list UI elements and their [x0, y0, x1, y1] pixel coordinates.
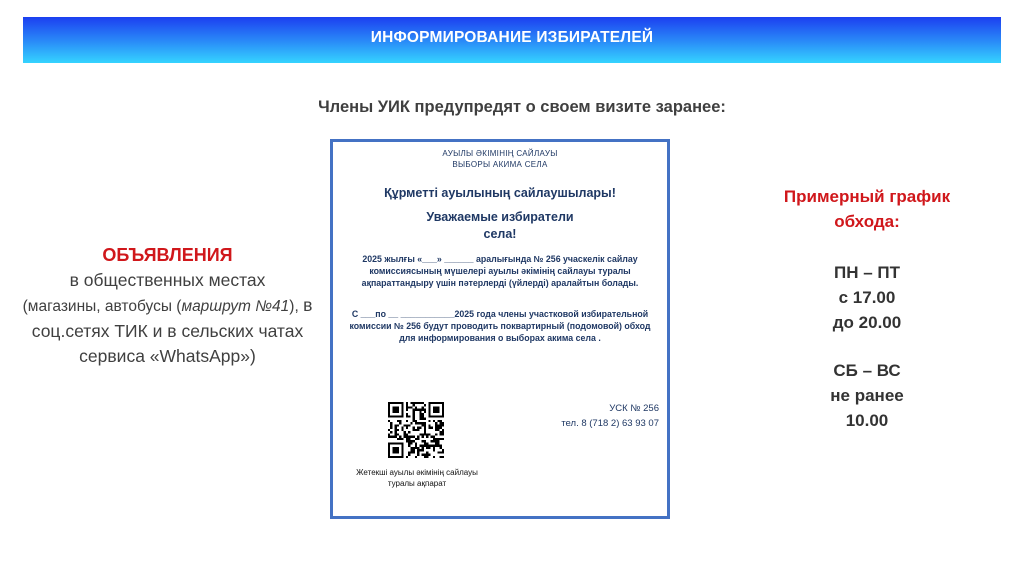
notice-header — [333, 148, 667, 170]
notice-header-ru: ВЫБОРЫ АКИМА СЕЛА — [452, 160, 548, 169]
schedule-weekend: СБ – ВС — [833, 361, 901, 380]
notice-greeting-ru-2: села! — [483, 227, 517, 241]
schedule-title-1: Примерный график — [783, 187, 951, 206]
announcements-route: маршрут №41 — [181, 298, 290, 315]
notice-contact — [561, 401, 659, 431]
notice-leaflet — [330, 139, 670, 519]
subtitle: Члены УИК предупредят о своем визите заранее: — [318, 98, 726, 116]
schedule-weekdays-to: до 20.00 — [832, 313, 902, 332]
usk-number: УСК № 256 — [609, 403, 659, 414]
notice-footer — [333, 398, 667, 518]
phone-number: тел. 8 (718 2) 63 93 07 — [561, 418, 659, 429]
notice-greeting-kz: Құрметті ауылының сайлаушылары! — [384, 186, 616, 200]
notice-header-kz: АУЫЛЫ ӘКІМІНІҢ САЙЛАУЫ — [442, 149, 558, 158]
schedule-weekdays: ПН – ПТ — [834, 263, 900, 282]
qr-caption: Жетекші ауылы әкімінің сайлауы туралы ақпарат — [356, 468, 478, 488]
announcements-note-b: ), — [289, 298, 304, 315]
notice-greeting-ru-1: Уважаемые избиратели — [426, 210, 574, 224]
announcements-line-1: в общественных местах — [69, 270, 266, 290]
header-banner — [23, 17, 1001, 63]
schedule-weekdays-from: с 17.00 — [838, 288, 896, 307]
qr-code-icon[interactable] — [388, 402, 444, 458]
page-title: ИНФОРМИРОВАНИЕ ИЗБИРАТЕЛЕЙ — [370, 29, 654, 46]
notice-paragraph-ru: С ___по __ ___________2025 года члены участковой избирательной комиссии № 256 будут проводить поквартирный (подомовой) обход для информирования о выборах акима села . — [349, 308, 651, 344]
announcements-note-a: (магазины, автобусы ( — [22, 298, 182, 315]
announcements-channels: в соц.сетях ТИК и в сельских чатах сервиса «WhatsApp») — [31, 295, 313, 366]
schedule-weekend-note: не ранее — [830, 386, 904, 405]
announcements-block — [20, 243, 315, 369]
schedule-block — [752, 184, 982, 433]
announcements-details — [20, 293, 315, 369]
notice-greeting-ru — [333, 209, 667, 243]
schedule-title-2: обхода: — [834, 212, 900, 231]
schedule-weekend-time: 10.00 — [845, 411, 889, 430]
notice-paragraph-kz: 2025 жылғы «___» ______ аралығында № 256 учаскелік сайлау комиссиясының мүшелері ауылы әкімінің сайлауы туралы ақпараттандыру үшін пәтерлерді (үйлерді) аралайтын болады. — [361, 254, 639, 289]
announcements-heading: ОБЪЯВЛЕНИЯ — [102, 245, 233, 265]
